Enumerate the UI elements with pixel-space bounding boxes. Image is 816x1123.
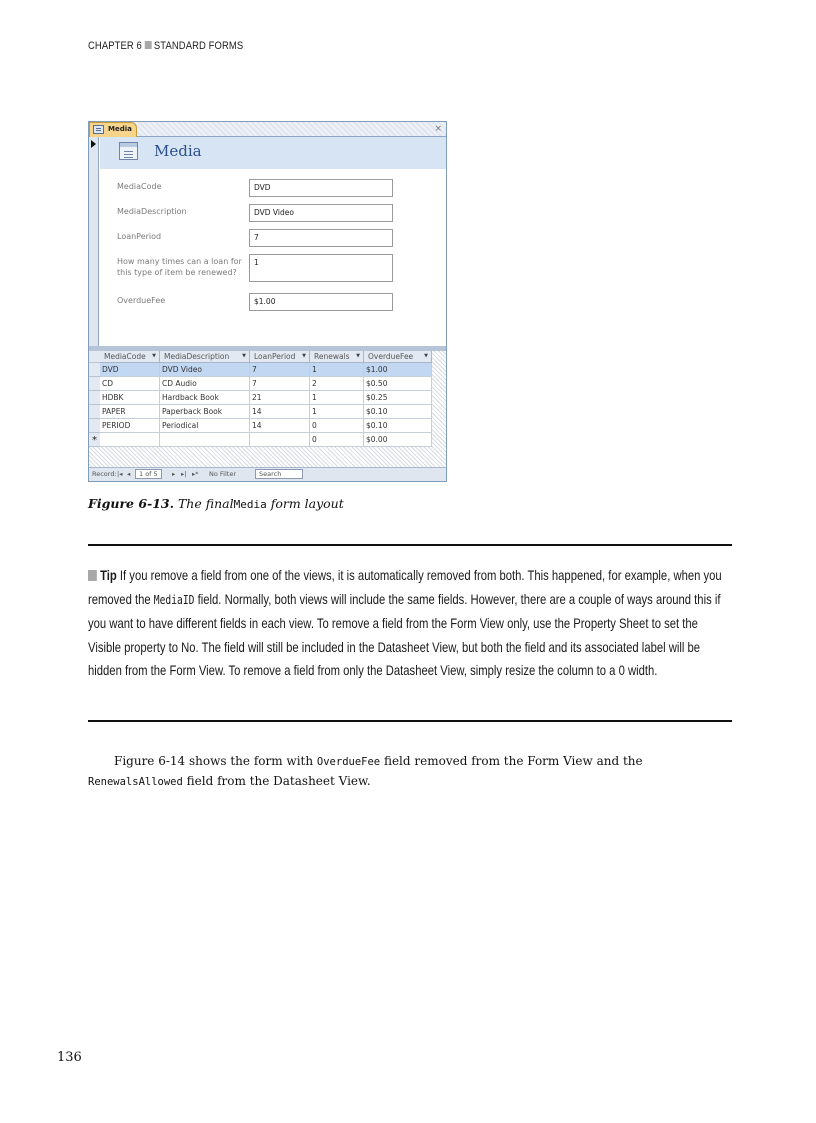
search-input[interactable]: Search [255, 469, 303, 479]
table-cell[interactable]: 1 [310, 363, 364, 377]
field-label-loanperiod: LoanPeriod [117, 232, 162, 241]
column-header-renewals[interactable]: Renewals ▼ [310, 351, 364, 363]
table-cell[interactable]: $0.50 [364, 377, 432, 391]
row-selector[interactable] [89, 363, 100, 377]
caption-text: The final [177, 496, 234, 511]
tip-text: If you remove a field from one of the views, it is automatically removed from both. This happened, for example, when you removed the [88, 567, 722, 607]
column-header-mediadescription[interactable]: MediaDescription ▼ [160, 351, 250, 363]
table-cell[interactable]: DVD Video [160, 363, 250, 377]
table-cell[interactable]: $0.10 [364, 419, 432, 433]
renewals-input[interactable]: 1 [249, 254, 393, 282]
table-cell[interactable]: 7 [250, 377, 310, 391]
previous-record-icon[interactable]: ◂ [127, 470, 131, 478]
row-selector[interactable] [89, 377, 100, 391]
table-cell[interactable]: Paperback Book [160, 405, 250, 419]
tab-label: Media [108, 125, 132, 133]
dropdown-icon: ▼ [302, 353, 306, 359]
record-navigation-bar [89, 467, 446, 481]
first-record-icon[interactable]: |◂ [117, 470, 123, 478]
current-record-field[interactable]: 1 of 5 [135, 469, 162, 479]
field-label-renewals: How many times can a loan for this type of item be renewed? [117, 257, 242, 277]
table-cell[interactable]: CD [100, 377, 160, 391]
paragraph-code: OverdueFee [316, 756, 381, 768]
table-cell[interactable]: Hardback Book [160, 391, 250, 405]
dropdown-icon: ▼ [152, 353, 156, 359]
overduefee-input[interactable]: $1.00 [249, 293, 393, 311]
table-cell[interactable]: 14 [250, 419, 310, 433]
table-cell[interactable]: 14 [250, 405, 310, 419]
running-head [88, 40, 243, 52]
caption-text-end: form layout [270, 496, 344, 511]
form-icon [93, 125, 104, 134]
tip-top-rule [88, 544, 732, 546]
field-label-overduefee: OverdueFee [117, 296, 166, 305]
table-cell[interactable]: $0.10 [364, 405, 432, 419]
table-cell[interactable] [160, 433, 250, 447]
column-header-loanperiod[interactable]: LoanPeriod ▼ [250, 351, 310, 363]
tip-bottom-rule [88, 720, 732, 722]
tip-text-continued: field. Normally, both views will include the same fields. However, there are a couple of ways around this if you want to have different fields in each view. To remove a field from the Form View only, use the Property Sheet to set the Visible property to No. The field will still be included in the Datasheet View, but both the field and its associated label will be hidden from the Form View. To remove a field from only the Datasheet View, simply resize the column to a 0 width. [88, 590, 721, 678]
record-selector[interactable] [89, 137, 99, 349]
table-cell[interactable]: $0.00 [364, 433, 432, 447]
table-cell[interactable]: 7 [250, 363, 310, 377]
page-number: 136 [57, 1050, 82, 1065]
paragraph-text: field removed from the Form View and the [383, 754, 643, 768]
column-header-mediacode[interactable]: MediaCode ▼ [100, 351, 160, 363]
form-header [100, 137, 446, 169]
table-cell[interactable]: Periodical [160, 419, 250, 433]
dropdown-icon: ▼ [424, 353, 428, 359]
table-cell[interactable]: 2 [310, 377, 364, 391]
new-record-icon[interactable]: ▸* [192, 470, 199, 478]
table-cell[interactable]: 1 [310, 391, 364, 405]
form-detail [100, 169, 446, 350]
media-tab[interactable] [89, 122, 137, 137]
new-record-marker[interactable]: * [89, 433, 100, 447]
filter-toggle[interactable]: No Filter [209, 470, 237, 478]
tip-square-icon [88, 570, 97, 581]
paragraph-code: RenewalsAllowed [88, 776, 183, 788]
paragraph-text: Figure 6-14 shows the form with [114, 754, 314, 768]
row-selector[interactable] [89, 419, 100, 433]
document-tab-bar [89, 122, 446, 137]
table-cell[interactable]: DVD [100, 363, 160, 377]
column-header-overduefee[interactable]: OverdueFee ▼ [364, 351, 432, 363]
figure-caption [88, 496, 344, 511]
tip-code: MediaID [153, 592, 195, 607]
field-label-mediacode: MediaCode [117, 182, 162, 191]
table-cell[interactable]: 0 [310, 433, 364, 447]
table-cell[interactable] [250, 433, 310, 447]
table-cell[interactable]: $1.00 [364, 363, 432, 377]
field-label-mediadescription: MediaDescription [117, 207, 187, 216]
loanperiod-input[interactable]: 7 [249, 229, 393, 247]
table-cell[interactable]: 0 [310, 419, 364, 433]
dropdown-icon: ▼ [356, 353, 360, 359]
row-selector[interactable] [89, 405, 100, 419]
tip-label: Tip [100, 567, 117, 583]
table-cell[interactable]: $0.25 [364, 391, 432, 405]
tip-box [88, 564, 732, 683]
mediadescription-input[interactable]: DVD Video [249, 204, 393, 222]
table-cell[interactable]: PAPER [100, 405, 160, 419]
caption-code: Media [233, 498, 267, 511]
media-form-screenshot [88, 121, 447, 482]
form-title: Media [154, 142, 202, 160]
current-record-arrow-icon [91, 140, 96, 148]
table-cell[interactable] [100, 433, 160, 447]
table-cell[interactable]: 21 [250, 391, 310, 405]
paragraph-text: field from the Datasheet View. [186, 774, 371, 788]
dropdown-icon: ▼ [242, 353, 246, 359]
close-icon[interactable]: × [434, 124, 442, 134]
body-paragraph [88, 752, 688, 792]
table-cell[interactable]: PERIOD [100, 419, 160, 433]
separator-square-icon [144, 41, 151, 49]
datasheet-grid [89, 351, 446, 469]
table-cell[interactable]: CD Audio [160, 377, 250, 391]
figure-number: Figure 6-13. [88, 496, 174, 511]
last-record-icon[interactable]: ▸| [181, 470, 187, 478]
row-selector[interactable] [89, 391, 100, 405]
chapter-label: CHAPTER 6 [88, 40, 142, 52]
record-label: Record: [92, 470, 117, 478]
next-record-icon[interactable]: ▸ [172, 470, 176, 478]
section-label: STANDARD FORMS [153, 40, 244, 52]
table-cell[interactable]: HDBK [100, 391, 160, 405]
table-cell[interactable]: 1 [310, 405, 364, 419]
mediacode-input[interactable]: DVD [249, 179, 393, 197]
form-header-icon [119, 142, 138, 160]
grid-corner[interactable] [89, 351, 100, 363]
